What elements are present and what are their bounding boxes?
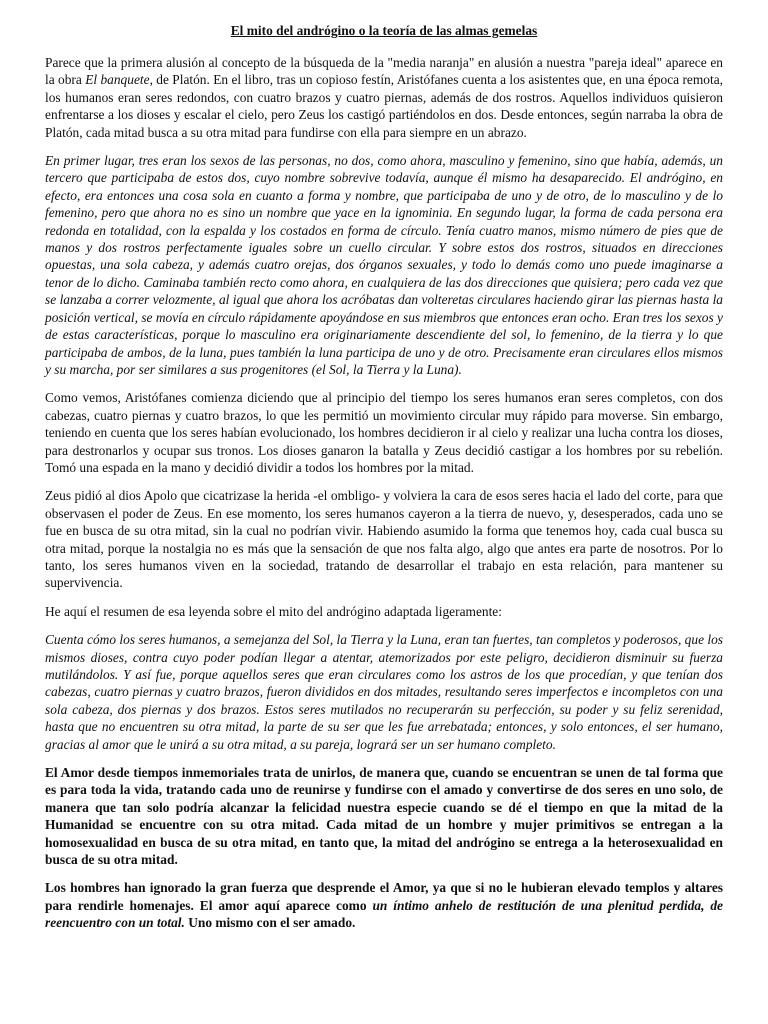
conclusion-quote: un íntimo anhelo de restitución de una plenitud perdida, de reencuentro con un total. [45, 897, 724, 931]
paragraph-legend-summary: Cuenta cómo los seres humanos, a semejanza del Sol, la Tierra y la Luna, eran tan fuertes, tan completos y poderosos, que los mismos dioses, contra cuyo poder podían llegar a atentar, atemorizados por este peligro, decidieron disminuir su fuerza mutilándolos. Y así fue, porque aquellos seres que eran circulares como los astros de los que procedían, y que tenían dos cabezas, cuatro piernas y cuatro brazos, fueron divididos en dos mitades, resultando seres imperfectos e incompletos con una sola cabeza, dos piernas y dos brazos. Estos seres mutilados no recuperarán su perfección, su poder y su feliz serenidad, hasta que no encuentren su otra mitad, la parte de su ser que les fue arrebatada; entonces, y solo entonces, el ser humano, gracias al amor que le unirá a su otra mitad, a su pareja, logrará ser un ser humano completo. [45, 632, 723, 752]
paragraph-plato-quote: En primer lugar, tres eran los sexos de las personas, no dos, como ahora, masculino y femenino, sino que había, además, un tercero que participaba de estos dos, cuyo nombre sobrevive todavía, aunque él mismo ha desaparecido. El andrógino, en efecto, era entonces una cosa sola en cuanto a forma y nombre, que participaba de uno y de otro, de lo masculino y de lo femenino, pero que ahora no es sino un nombre que yace en la ignominia. En segundo lugar, la forma de cada persona era redonda en totalidad, con la espalda y los costados en forma de círculo. Tenía cuatro manos, mismo número de pies que de manos y dos rostros perfectamente iguales sobre un cuello circular. Y sobre estos dos rostros, situados en direcciones opuestas, una sola cabeza, y además cuatro orejas, dos órganos sexuales, y todo lo demás como uno puede imaginarse a tenor de lo dicho. Caminaba también recto como ahora, en cualquiera de las dos direcciones que quisiera; pero cada vez que se lanzaba a correr velozmente, al igual que ahora los acróbatas dan volteretas circulares haciendo girar las piernas hasta la posición vertical, se movía en círculo rápidamente apoyándose en sus miembros que entonces eran ocho. Eran tres los sexos y de estas características, porque lo masculino era originariamente descendiente del sol, lo femenino, de la tierra y lo que participaba de ambos, de la luna, pues también la luna participa de uno y de otro. Precisamente eran circulares ellos mismos y su marcha, por ser similares a sus progenitores (el Sol, la Tierra y la Luna). [45, 153, 723, 377]
paragraph-conclusion [45, 879, 723, 931]
paragraph-aristophanes: Como vemos, Aristófanes comienza diciendo que al principio del tiempo los seres humanos eran seres completos, con dos cabezas, cuatro piernas y cuatro brazos, lo que les permitió un movimiento circular muy rápido para moverse. Sin embargo, teniendo en cuenta que los seres habían evolucionado, los hombres decidieron ir al cielo y realizar una lucha contra los dioses, para destronarlos y ocupar sus tronos. Los dioses ganaron la batalla y Zeus decidió castigar a los hombres por su rebelión. Tomó una espada en la mano y decidió dividir a todos los hombres por la mitad. [45, 390, 723, 475]
intro-text-end: , de Platón. En el libro, tras un copioso festín, Aristófanes cuenta a los asistentes que, en una época remota, los humanos eran seres redondos, con cuatro brazos y cuatro piernas, además de dos rostros. Aquellos individuos quisieron enfrentarse a los dioses y escalar el cielo, pero Zeus los castigó partiéndolos en dos. Desde entonces, según narraba la obra de Platón, cada mitad busca a su otra mitad para fundirse con ella para siempre en un abrazo. [45, 72, 723, 140]
paragraph-summary-intro: He aquí el resumen de esa leyenda sobre el mito del andrógino adaptada ligeramente: [45, 603, 502, 619]
document-page [45, 22, 723, 943]
paragraph-intro [45, 54, 723, 141]
work-title: El banquete [85, 72, 150, 88]
paragraph-zeus-apolo: Zeus pidió al dios Apolo que cicatrizase la herida -el ombligo- y volviera la cara de esos seres hacia el lado del corte, para que observasen el poder de Zeus. En ese momento, los seres humanos cayeron a la tierra de nuevo, y, desesperados, cada uno se fue en busca de su otra mitad, sin la cual no podrían vivir. Habiendo asumido la forma que tenemos hoy, cada cual busca su otra mitad, porque la nostalgia no es más que la sensación de que nos falta algo, algo que antes era parte de nosotros. Por lo tanto, los seres humanos viven en la sociedad, tratando de desarrollar el trabajo en esta relación, para mantener su supervivencia. [45, 488, 723, 591]
conclusion-text-end: Uno mismo con el ser amado. [184, 915, 356, 931]
conclusion-text-start: Los hombres han ignorado la gran fuerza que desprende el Amor, ya que si no le hubieran elevado templos y altares para rendirle homenajes. El amor aquí aparece como [45, 880, 723, 913]
intro-text-start: Parece que la primera alusión al concepto de la búsqueda de la "media naranja" en alusión a nuestra "pareja ideal" aparece en la obra [45, 55, 723, 88]
paragraph-love-unites: El Amor desde tiempos inmemoriales trata de unirlos, de manera que, cuando se encuentran se unen de tal forma que es para toda la vida, tratando cada uno de reunirse y fundirse con el amado y convertirse de dos seres en uno solo, de manera que tan solo podría alcanzar la felicidad nuestra especie cuando se dé el tiempo en que la mitad de la Humanidad se encuentre con su otra mitad. Cada mitad de un hombre y mujer primitivos se entregan a la homosexualidad en busca de su otra mitad, en tanto que, la mitad del andrógino se entrega a la heterosexualidad en busca de su otra mitad. [45, 765, 723, 868]
document-title: El mito del andrógino o la teoría de las almas gemelas [230, 23, 538, 38]
